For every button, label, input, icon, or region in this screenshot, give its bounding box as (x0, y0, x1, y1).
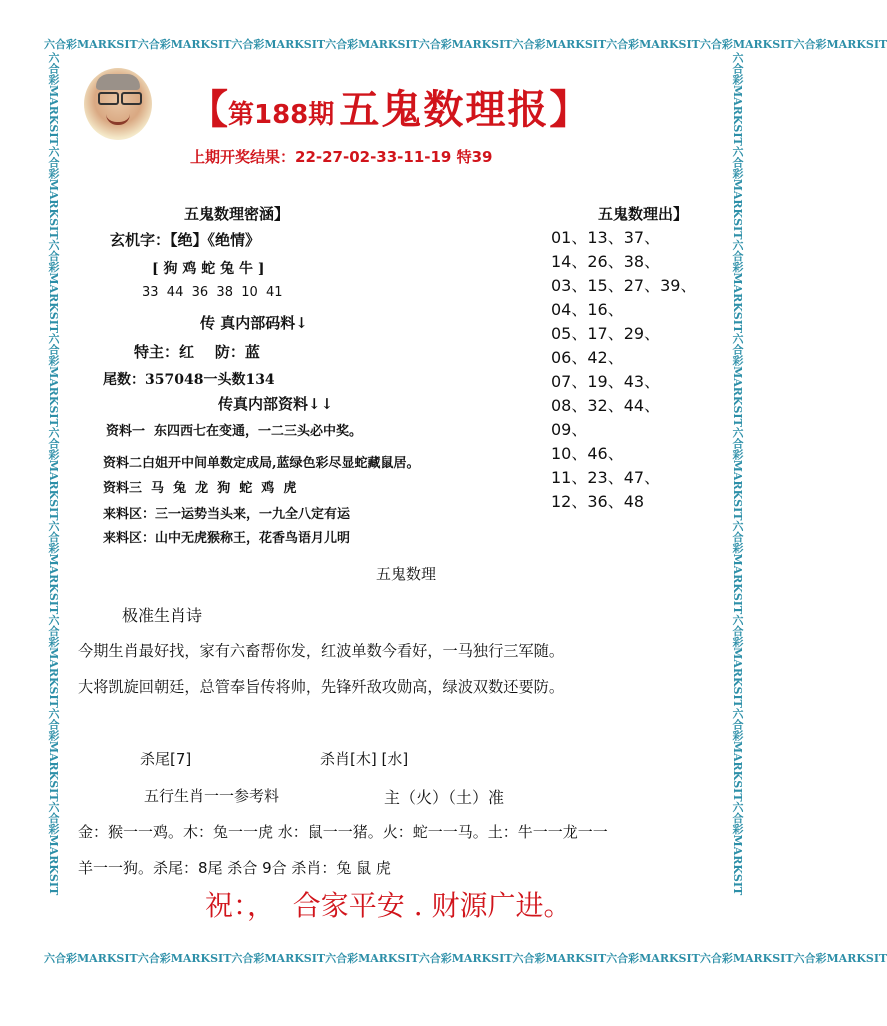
title-bracket-open: 【 (188, 87, 228, 133)
blessing-text: 祝：， 合家平安 . 财源广进。 (205, 889, 572, 922)
five-elements-label: 五行生肖一一参考料 (144, 787, 280, 805)
list-item: 01、13、37、 (551, 228, 661, 247)
list-item: 05、17、29、 (551, 324, 661, 343)
source-area-one: 来料区：三一运势当头来，一九全八定有运 (103, 507, 351, 522)
source-area-two: 来料区：山中无虎猴称王，花香鸟语月儿明 (103, 531, 351, 546)
info-one: 资料一 东四西七在变通，一二三头必中奖。 (106, 424, 363, 439)
list-item: 04、16、 (551, 300, 624, 319)
main-elements: 主（火）（土）准 (384, 788, 505, 807)
list-item: 09、 (551, 420, 588, 439)
poem-title: 极准生肖诗 (122, 606, 203, 625)
last-draw-result: 上期开奖结果：22-27-02-33-11-19 特39 (190, 148, 493, 166)
page-title (188, 78, 589, 135)
list-item: 06、42、 (551, 348, 624, 367)
title-bracket-close: 】 (549, 87, 590, 133)
main-color: 特主：红 防：蓝 (134, 343, 260, 361)
border-watermark-bottom: 六合彩MARKSIT六合彩MARKSIT六合彩MARKSIT六合彩MARKSIT六合彩MARKSIT六合彩MARKSIT六合彩MARKSIT六合彩MARKSIT六合彩MARKSIT (44, 952, 887, 965)
list-item: 08、32、44、 (551, 396, 661, 415)
list-item: 07、19、43、 (551, 372, 661, 391)
zodiac-list: [ 狗 鸡 蛇 兔 牛 ] (152, 261, 265, 277)
right-section-title: 五鬼数理出】 (598, 205, 689, 223)
lucky-numbers: 33 44 36 38 10 41 (142, 285, 283, 300)
fax-info-heading: 传真内部资料↓↓ (218, 395, 334, 413)
border-watermark-right: 六合彩MARKSIT六合彩MARKSIT六合彩MARKSIT六合彩MARKSIT六合彩MARKSIT六合彩MARKSIT六合彩MARKSIT六合彩MARKSIT六合彩MARKSIT (731, 52, 744, 896)
poem-line-one: 今期生肖最好找，家有六畜帮你发，红波单数今看好，一马独行三军随。 (78, 642, 564, 660)
kill-zodiac: 杀肖[木] [水] (320, 750, 409, 768)
elements-line-one: 金：猴一一鸡。木：兔一一虎 水：鼠一一猪。火：蛇一一马。土：牛一一龙一一 (78, 823, 608, 841)
list-item: 12、36、48 (551, 492, 645, 511)
list-item: 03、15、27、39、 (551, 276, 697, 295)
lower-subtitle: 五鬼数理 (376, 565, 437, 583)
border-watermark-left: 六合彩MARKSIT六合彩MARKSIT六合彩MARKSIT六合彩MARKSIT六合彩MARKSIT六合彩MARKSIT六合彩MARKSIT六合彩MARKSIT六合彩MARKSIT (47, 52, 60, 896)
list-item: 14、26、38、 (551, 252, 661, 271)
info-three: 资料三 马 兔 龙 狗 蛇 鸡 虎 (103, 481, 297, 496)
kill-tail: 杀尾[7] (140, 750, 192, 768)
list-item: 11、23、47、 (551, 468, 661, 487)
number-list (551, 226, 696, 514)
poem-line-two: 大将凯旋回朝廷，总管奉旨传将帅，先锋歼敌攻勋高，绿波双数还要防。 (78, 678, 564, 696)
fax-code-heading: 传 真内部码料↓ (200, 314, 308, 332)
riddle-text: 玄机字：【绝】《绝情》 (110, 231, 261, 249)
newspaper-name: 五鬼数理报 (339, 86, 550, 133)
left-section-title: 五鬼数理密涵】 (184, 205, 290, 223)
info-two: 资料二白姐开中间单数定成局,蓝绿色彩尽显蛇藏鼠居。 (103, 456, 420, 471)
elements-line-two: 羊一一狗。杀尾：8尾 杀合 9合 杀肖：兔 鼠 虎 (78, 859, 391, 877)
border-watermark-top: 六合彩MARKSIT六合彩MARKSIT六合彩MARKSIT六合彩MARKSIT六合彩MARKSIT六合彩MARKSIT六合彩MARKSIT六合彩MARKSIT六合彩MARKSIT (44, 38, 887, 51)
issue-number: 第188期 (228, 100, 335, 130)
tail-numbers: 尾数：357048一头数134 (103, 372, 275, 388)
portrait-image (84, 68, 152, 140)
list-item: 10、46、 (551, 444, 624, 463)
